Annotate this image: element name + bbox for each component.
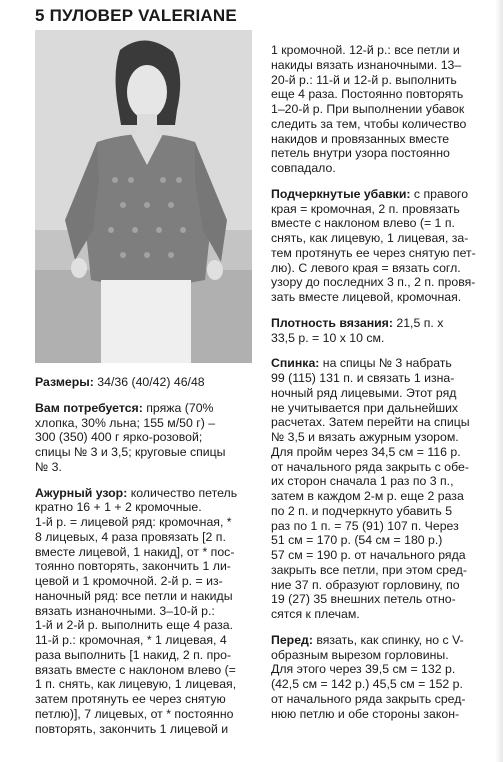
materials-line: пряжа (70%: [142, 400, 214, 415]
gauge-paragraph: [271, 316, 486, 346]
lace-line: 11-й р.: кромочная, * 1 лицевая, 4: [35, 633, 227, 647]
back-line: 57 см = 190 р. от начального ряда: [271, 548, 466, 562]
back-line: Для пройм через 34,5 см = 116 р.: [271, 444, 461, 459]
front-line: образным вырезом горловины.: [271, 647, 449, 662]
materials-line: № 3.: [35, 459, 62, 474]
decreases-line: с правого: [410, 186, 469, 201]
decreases-line: зать вместе лицевой, кромочная.: [271, 290, 462, 304]
right-column: [271, 43, 486, 732]
back-line: от начального ряда закрыть с обе-: [271, 459, 469, 474]
materials-paragraph: [35, 401, 253, 475]
decreases-line: снять, как лицевую, 1 лицевая, за-: [271, 231, 469, 245]
materials-line: спицы № 3 и 3,5; круговые спицы: [35, 445, 226, 459]
left-column: [35, 375, 253, 747]
back-line: расчетах. Затем перейти на спицы: [271, 415, 470, 430]
page-edge: [495, 0, 503, 762]
front-paragraph: [271, 633, 486, 722]
back-paragraph: [271, 356, 486, 622]
lace-line: 1 п. снять, как лицевую, 1 лицевая,: [35, 677, 237, 692]
front-line: от начального ряда закрыть сред-: [271, 691, 466, 706]
back-line: раз по 1 п. = 75 (91) 107 п. Через: [271, 518, 459, 533]
lace-continued-paragraph: [271, 43, 486, 176]
lace-cont-line: совпадало.: [271, 161, 336, 175]
lace-line: петлю)], 7 лицевых, от * постоянно: [35, 706, 234, 721]
materials-line: 300 (350) 400 г ярко-розовой;: [35, 430, 203, 445]
front-line: Для этого через 39,5 см = 132 р.: [271, 662, 456, 677]
lace-line: 8 лицевых, 4 раза провязать [2 п.: [35, 529, 226, 544]
lace-line: тоянно повторять, закончить 1 ли-: [35, 559, 231, 574]
lace-line: повторять, закончить 1 лицевой и: [35, 721, 229, 736]
back-line: закрыть все петли, при этом сред-: [271, 562, 467, 577]
sizes-value: 34/36 (40/42) 46/48: [93, 375, 205, 389]
gauge-line: 33,5 р. = 10 х 10 см.: [271, 330, 385, 345]
gauge-line: 21,5 п. х: [392, 315, 444, 330]
lace-line: затем протянуть ее через снятую: [35, 692, 226, 706]
lace-line: вязать вместе с наклоном влево (=: [35, 662, 236, 677]
back-line: ние 37 п. образуют горловину, по: [271, 577, 460, 592]
back-line: сятся к плечам.: [271, 607, 360, 621]
back-line: 19 (27) 35 внешних петель отно-: [271, 592, 456, 607]
decreases-line: лю). С левого края = вязать согл.: [271, 260, 461, 275]
lace-line: количество петель: [127, 485, 238, 500]
model-photo: [35, 30, 252, 363]
lace-line: 1-й р. = лицевой ряд: кромочная, *: [35, 515, 232, 529]
lace-line: вместе лицевой, 1 накид], от * пос-: [35, 544, 235, 559]
back-line: на спицы № 3 набрать: [319, 356, 452, 371]
back-line: не учитывается при дальнейших: [271, 400, 459, 415]
model-photo-illustration: [35, 30, 252, 363]
decreases-line: вместе с наклоном влево (= 1 п.: [271, 216, 455, 231]
back-line: ночный ряд лицевыми. Этот ряд: [271, 385, 457, 400]
front-line: вязать, как спинку, но с V-: [312, 632, 464, 647]
lace-label: Ажурный узор:: [35, 485, 128, 500]
lace-line: вязать изнаночными. 3–10-й р.:: [35, 603, 215, 618]
lace-cont-line: еще 4 раза. Постоянно повторять: [271, 87, 464, 102]
materials-label: Вам потребуется:: [35, 400, 143, 415]
front-line: нюю петлю и обе стороны закон-: [271, 706, 460, 721]
back-line: их сторон сначала 1 раз по 3 п.,: [271, 474, 454, 489]
lace-cont-line: накиды вязать изнаночными. 13–: [271, 57, 462, 72]
back-line: затем в каждом 2-м р. еще 2 раза: [271, 489, 464, 503]
front-line: (42,5 см = 142 р.) 45,5 см = 152 р.: [271, 677, 463, 691]
decreases-line: края = кромочная, 2 п. провязать: [271, 201, 460, 216]
lace-cont-line: петель внутри узора постоянно: [271, 146, 450, 161]
lace-cont-line: следить за тем, чтобы количество: [271, 116, 467, 131]
page-title: 5 ПУЛОВЕР VALERIANE: [35, 6, 237, 25]
decreases-paragraph: [271, 187, 486, 305]
back-line: 99 (115) 131 п. и связать 1 изна-: [271, 371, 455, 385]
back-line: 51 см = 170 р. (54 см = 180 р.): [271, 533, 443, 548]
back-label: Спинка:: [271, 356, 320, 371]
lace-pattern-paragraph: [35, 486, 253, 737]
lace-line: кратно 16 + 1 + 2 кромочные.: [35, 500, 202, 515]
materials-line: хлопка, 30% льна; 155 м/50 г) –: [35, 415, 216, 430]
back-line: № 3,5 и вязать ажурным узором.: [271, 430, 459, 444]
decreases-label: Подчеркнутые убавки:: [271, 186, 411, 201]
lace-cont-line: накидов и провязанных вместе: [271, 131, 450, 146]
lace-cont-line: 20-й р.: 11-й и 12-й р. выполнить: [271, 72, 457, 87]
sizes-paragraph: [35, 375, 253, 390]
lace-line: цевой и 1 кромочной. 2-й р. = из-: [35, 574, 223, 588]
back-line: по 2 п. и подчеркнуто убавить 5: [271, 503, 453, 518]
lace-cont-line: 1 кромочной. 12-й р.: все петли и: [271, 43, 460, 57]
page-title-row: [35, 6, 237, 26]
front-label: Перед:: [271, 632, 313, 647]
sizes-label: Размеры:: [35, 375, 94, 389]
gauge-label: Плотность вязания:: [271, 315, 393, 330]
lace-line: наночный ряд: все петли и накиды: [35, 588, 233, 603]
decreases-line: узору до последних 3 п., 2 п. провя-: [271, 275, 476, 290]
decreases-line: тем протянуть ее через снятую пет-: [271, 245, 476, 260]
lace-line: 1-й и 2-й р. выполнить еще 4 раза.: [35, 618, 234, 633]
lace-cont-line: 1–20-й р. При выполнении убавок: [271, 102, 465, 116]
lace-line: раза выполнить [1 накид, 2 п. про-: [35, 647, 232, 662]
